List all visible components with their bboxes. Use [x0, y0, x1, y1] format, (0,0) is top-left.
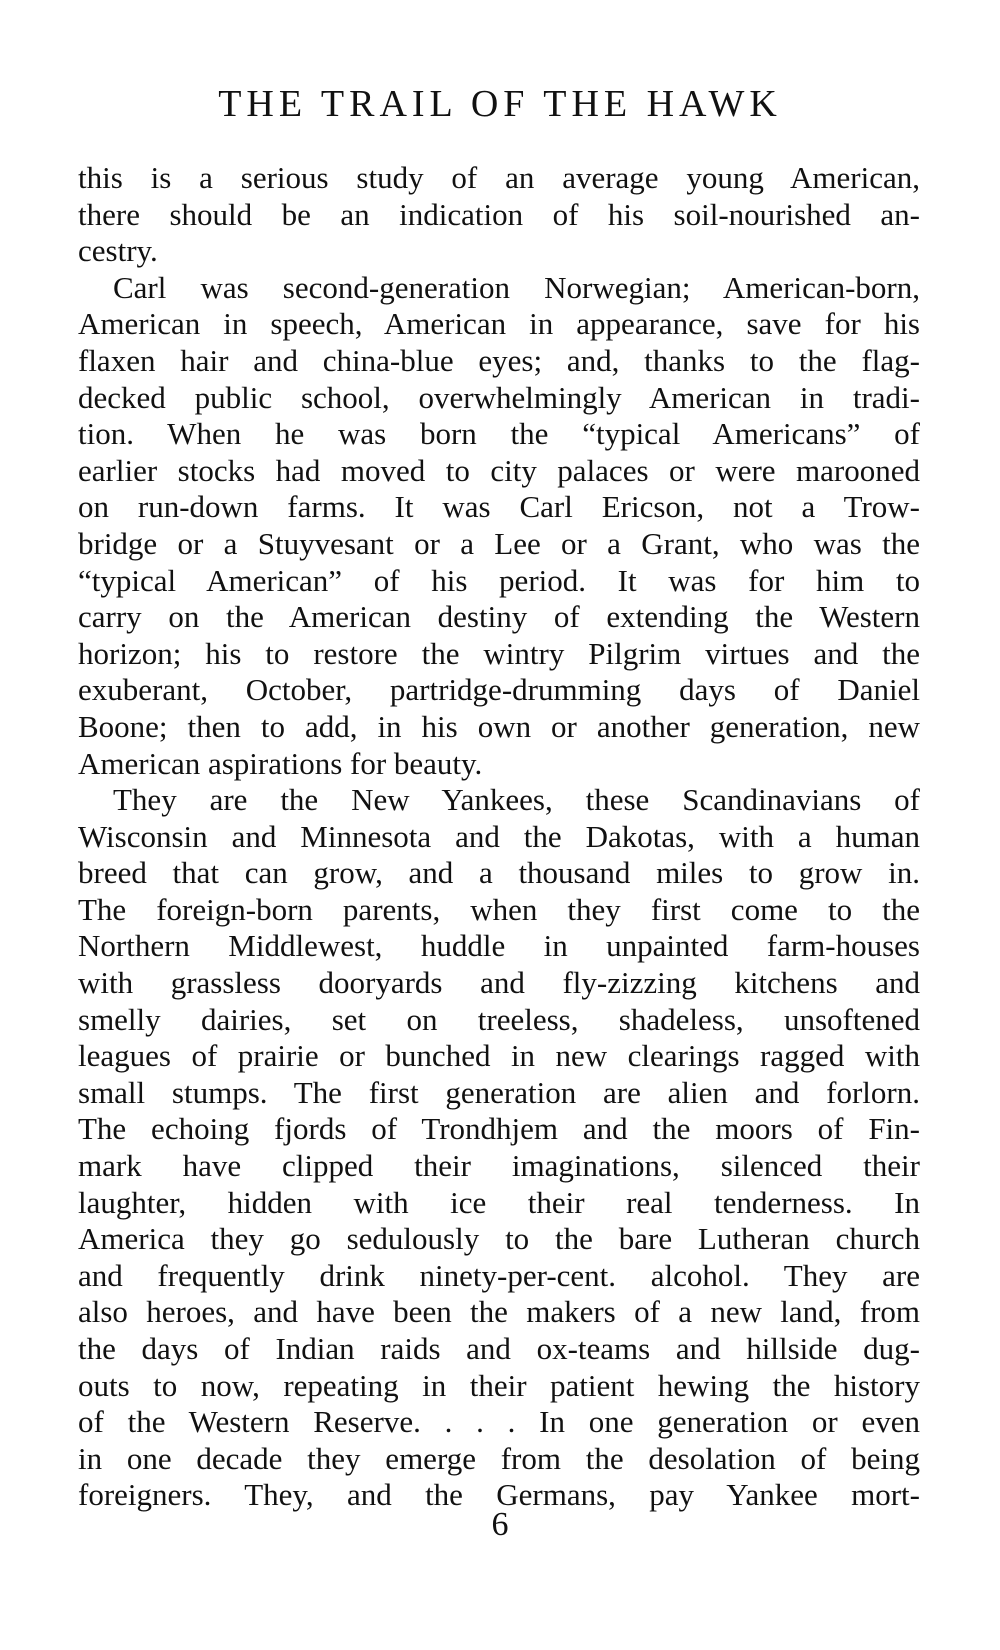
text-line: there should be an indication of his soil-nourished an-: [78, 196, 920, 232]
text-line: flaxen hair and china-blue eyes; and, thanks to the flag-: [78, 342, 920, 378]
text-line: carry on the American destiny of extending the Western: [78, 599, 920, 635]
text-line: exuberant, October, partridge-drumming days of Daniel: [78, 672, 920, 708]
text-line: horizon; his to restore the wintry Pilgrim virtues and the: [78, 635, 920, 671]
text-line: leagues of prairie or bunched in new clearings ragged with: [78, 1038, 920, 1074]
text-line: Wisconsin and Minnesota and the Dakotas, with a human: [78, 818, 920, 854]
page-number: 6: [491, 1506, 509, 1543]
text-line: on run-down farms. It was Carl Ericson, not a Trow-: [78, 489, 920, 525]
text-line: tion. When he was born the “typical Americans” of: [78, 416, 920, 452]
text-line: They are the New Yankees, these Scandinavians of: [113, 782, 920, 818]
body-text: [78, 160, 920, 1514]
text-line: smelly dairies, set on treeless, shadeless, unsoftened: [78, 1001, 920, 1037]
text-line: of the Western Reserve. . . . In one generation or even: [78, 1404, 920, 1440]
text-line: small stumps. The first generation are alien and forlorn.: [78, 1074, 920, 1110]
text-line: foreigners. They, and the Germans, pay Yankee mort-: [78, 1477, 920, 1513]
text-line: and frequently drink ninety-per-cent. alcohol. They are: [78, 1257, 920, 1293]
text-line: outs to now, repeating in their patient hewing the history: [78, 1367, 920, 1403]
running-head: THE TRAIL OF THE HAWK: [218, 83, 782, 125]
text-line: Carl was second-generation Norwegian; American-born,: [113, 269, 920, 305]
text-line: Northern Middlewest, huddle in unpainted farm-houses: [78, 928, 920, 964]
text-line: mark have clipped their imaginations, silenced their: [78, 1148, 920, 1184]
text-line: The echoing fjords of Trondhjem and the moors of Fin-: [78, 1111, 920, 1147]
text-line: breed that can grow, and a thousand miles to grow in.: [78, 855, 920, 891]
text-line: also heroes, and have been the makers of a new land, from: [78, 1294, 920, 1330]
text-line: the days of Indian raids and ox-teams and hillside dug-: [78, 1331, 920, 1366]
text-line: earlier stocks had moved to city palaces or were marooned: [78, 452, 920, 488]
text-line: in one decade they emerge from the desolation of being: [78, 1440, 920, 1476]
text-line: America they go sedulously to the bare Lutheran church: [78, 1221, 920, 1257]
text-line: this is a serious study of an average young American,: [78, 160, 920, 195]
text-line: American aspirations for beauty.: [78, 745, 483, 781]
text-line: “typical American” of his period. It was for him to: [78, 562, 920, 598]
text-line: bridge or a Stuyvesant or a Lee or a Grant, who was the: [78, 525, 920, 561]
text-line: American in speech, American in appearance, save for his: [78, 306, 920, 342]
text-line: cestry.: [78, 233, 158, 269]
text-line: with grassless dooryards and fly-zizzing kitchens and: [78, 965, 920, 1001]
text-line: laughter, hidden with ice their real tenderness. In: [78, 1184, 920, 1220]
text-line: The foreign-born parents, when they first come to the: [78, 891, 920, 927]
text-line: Boone; then to add, in his own or another generation, new: [78, 708, 920, 744]
text-line: decked public school, overwhelmingly American in tradi-: [78, 379, 920, 415]
